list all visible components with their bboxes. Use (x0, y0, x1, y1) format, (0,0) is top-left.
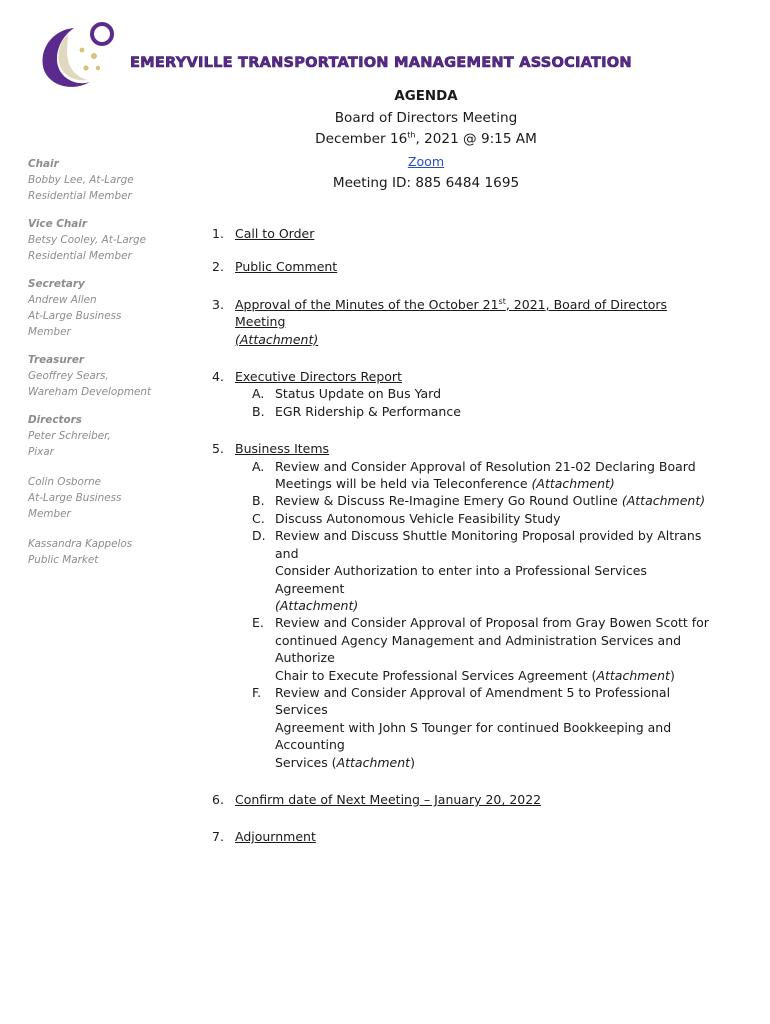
item-title: Public Comment (235, 259, 338, 275)
agenda-item-next-meeting (212, 791, 712, 808)
directors-group (28, 412, 198, 568)
agenda-heading: AGENDA (394, 89, 458, 104)
zoom-link[interactable]: Zoom (407, 153, 445, 169)
member-line: Public Market (28, 554, 99, 566)
member-line: Colin Osborne (28, 476, 102, 488)
meeting-id: Meeting ID: 885 6484 1695 (332, 175, 520, 191)
attachment-label: (Attachment) (235, 331, 319, 347)
sub-item: B. Review & Discuss Re-Imagine Emery Go Round Outline (Attachment) (252, 493, 706, 509)
agenda-list (212, 225, 712, 846)
item-title: Business Items (235, 441, 330, 457)
member-line: Member (28, 508, 71, 520)
item-number: 5. (212, 441, 224, 457)
member-line: Bobby Lee, At-Large (28, 174, 134, 186)
member-line: Pixar (28, 446, 54, 458)
secretary-group (28, 276, 198, 340)
vice-chair-group (28, 216, 198, 264)
meeting-title: Board of Directors Meeting (334, 109, 518, 126)
member-line: Betsy Cooley, At-Large (28, 234, 147, 246)
member-line: Member (28, 326, 71, 338)
item-number: 3. (212, 296, 224, 312)
attachment-label: (Attachment) (621, 493, 706, 509)
item-title: Confirm date of Next Meeting – January 20, 2022 (235, 791, 542, 807)
role-label: Chair (28, 158, 59, 170)
member-line: Peter Schreiber, (28, 430, 111, 442)
item-title: Call to Order (235, 226, 315, 241)
sub-item: D. Review and Discuss Shuttle Monitoring Proposal provided by Altrans and Consider Authorization to enter into a Professional Services Agreement (Attachment) (252, 528, 702, 613)
attachment-label: Attachment (596, 667, 670, 683)
agenda-item-executive-report (212, 368, 712, 385)
organization-name: EMERYVILLE TRANSPORTATION MANAGEMENT ASSOCIATION (130, 54, 632, 71)
item-number: 7. (212, 829, 224, 845)
member-line: Wareham Development (28, 386, 152, 398)
member-line: Geoffrey Sears, (28, 370, 109, 382)
agenda-item-business-items (212, 440, 712, 457)
agenda-item-public-comment (212, 258, 712, 275)
board-members-sidebar (28, 156, 198, 580)
meeting-date: December 16th, 2021 @ 9:15 AM (315, 130, 537, 147)
member-line: Kassandra Kappelos (28, 538, 133, 550)
member-line: At-Large Business (28, 310, 122, 322)
member-line: Residential Member (28, 190, 132, 202)
member-line: Andrew Allen (28, 294, 97, 306)
member-line: At-Large Business (28, 492, 122, 504)
item-number: 6. (212, 791, 224, 807)
agenda-item-minutes-approval (212, 296, 712, 348)
sub-item: A. Review and Consider Approval of Resolution 21-02 Declaring Board Meetings will be held via Teleconference (Attachment) (252, 458, 696, 492)
item-number: 2. (212, 259, 224, 275)
attachment-label: (Attachment) (275, 597, 359, 613)
chair-group (28, 156, 198, 204)
item-title: Adjournment (235, 829, 316, 845)
item-title: Approval of the Minutes of the October 21st, 2021, Board of Directors Meeting (235, 296, 668, 330)
role-label: Vice Chair (28, 218, 87, 230)
attachment-label: Attachment (336, 754, 411, 770)
role-label: Secretary (28, 278, 85, 290)
item-title: Executive Directors Report (235, 369, 402, 385)
agenda-item-call-to-order (212, 225, 712, 242)
sub-item: A. Status Update on Bus Yard (252, 386, 442, 402)
etma-crescent-logo-icon (38, 20, 118, 92)
treasurer-group (28, 352, 198, 400)
sub-item: B. EGR Ridership & Performance (252, 403, 461, 419)
role-label: Treasurer (28, 354, 85, 366)
member-line: Residential Member (28, 250, 132, 262)
meeting-header (250, 86, 602, 195)
sub-item: F. Review and Consider Approval of Amendment 5 to Professional Services Agreement with John S Tounger for continued Bookkeeping and Accounting Services (Attachment) (252, 684, 672, 770)
item-number: 4. (212, 369, 224, 385)
attachment-label: (Attachment) (531, 476, 615, 492)
sub-item: E. Review and Consider Approval of Proposal from Gray Bowen Scott for continued Agency Management and Administration Services and Authorize Chair to Execute Professional Services Agreement (Attachment) (252, 615, 709, 683)
sub-item: C. Discuss Autonomous Vehicle Feasibility Study (252, 510, 561, 526)
item-number: 1. (212, 226, 224, 241)
role-label: Directors (28, 414, 82, 426)
agenda-item-adjournment (212, 828, 712, 845)
